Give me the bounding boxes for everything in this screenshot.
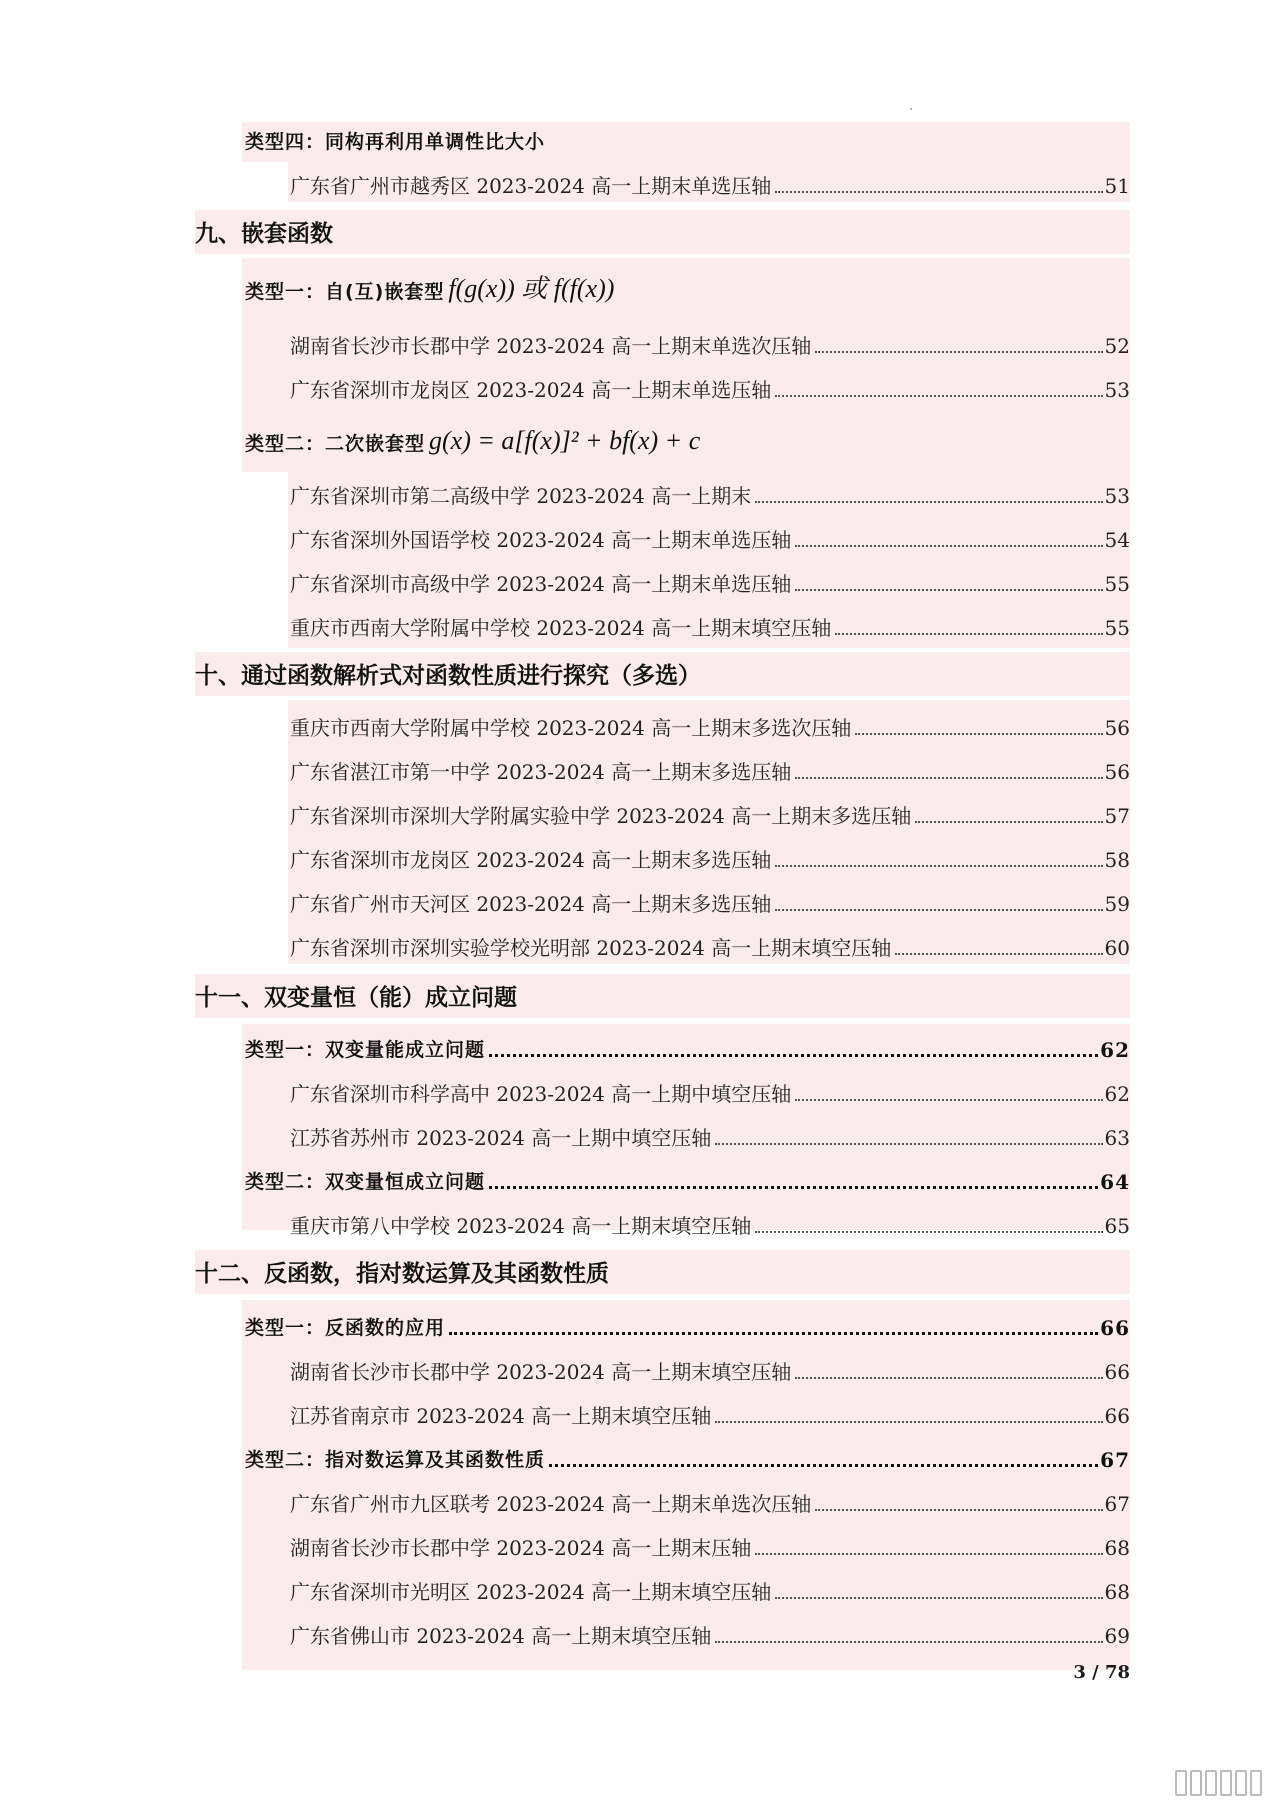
toc-entry[interactable] <box>290 1392 1130 1432</box>
leader-dots <box>775 395 1102 397</box>
toc-type-heading[interactable] <box>245 1026 1130 1066</box>
bar-glyph <box>1190 1770 1202 1796</box>
toc-entry-page: 60 <box>1104 936 1130 960</box>
toc-type-label: 类型二：双变量恒成立问题 <box>245 1171 486 1193</box>
toc-entry[interactable] <box>290 1480 1130 1520</box>
toc-type-heading[interactable] <box>245 414 1130 460</box>
leader-dots <box>715 1641 1102 1643</box>
toc-entry[interactable] <box>290 1070 1130 1110</box>
toc-entry-page: 55 <box>1104 572 1130 596</box>
toc-entry[interactable] <box>290 924 1130 964</box>
leader-dots <box>775 191 1102 193</box>
leader-dots <box>775 909 1102 911</box>
leader-dots <box>895 953 1102 955</box>
toc-entry-page: 63 <box>1104 1126 1130 1150</box>
toc-chapter-title: 十、通过函数解析式对函数性质进行探究（多选） <box>195 663 701 689</box>
bar-glyph <box>1235 1770 1247 1796</box>
toc-entry[interactable] <box>290 1348 1130 1388</box>
toc-entry-page: 57 <box>1104 804 1130 828</box>
toc-entry[interactable] <box>290 1568 1130 1608</box>
toc-entry-page: 66 <box>1104 1404 1130 1428</box>
leader-dots <box>775 865 1102 867</box>
leader-dots <box>835 633 1102 635</box>
scan-speck <box>910 108 912 110</box>
toc-chapter-title: 九、嵌套函数 <box>195 221 333 247</box>
toc-type-page: 62 <box>1100 1038 1130 1062</box>
leader-dots <box>795 777 1102 779</box>
toc-type-formula: g(x) = a[f(x)]² + bf(x) + c <box>429 426 701 455</box>
toc-entry[interactable] <box>290 1612 1130 1652</box>
toc-type-label: 类型一：自(互)嵌套型 <box>245 281 445 303</box>
toc-type-heading[interactable] <box>245 1158 1130 1198</box>
toc-chapter-title: 十一、双变量恒（能）成立问题 <box>195 985 517 1011</box>
toc-entry-title: 湖南省长沙市长郡中学 2023-2024 高一上期末填空压轴 <box>290 1360 792 1384</box>
toc-entry[interactable] <box>290 1202 1130 1242</box>
toc-entry-page: 56 <box>1104 716 1130 740</box>
toc-entry[interactable] <box>290 748 1130 788</box>
corner-mark-icon <box>1175 1770 1262 1796</box>
toc-entry-title: 广东省佛山市 2023-2024 高一上期末填空压轴 <box>290 1624 712 1648</box>
toc-type-heading[interactable] <box>245 1436 1130 1476</box>
toc-type-heading[interactable] <box>245 1304 1130 1344</box>
toc-entry[interactable] <box>290 836 1130 876</box>
toc-entry-page: 68 <box>1104 1580 1130 1604</box>
toc-entry[interactable] <box>290 704 1130 744</box>
toc-entry[interactable] <box>290 516 1130 556</box>
toc-chapter-heading[interactable] <box>195 976 1130 1016</box>
toc-entry-page: 54 <box>1104 528 1130 552</box>
toc-entry[interactable] <box>290 366 1130 406</box>
toc-type-page: 66 <box>1100 1316 1130 1340</box>
toc-entry-page: 69 <box>1104 1624 1130 1648</box>
toc-entry-page: 59 <box>1104 892 1130 916</box>
toc-entry-title: 广东省深圳市高级中学 2023-2024 高一上期末单选压轴 <box>290 572 792 596</box>
toc-entry-page: 53 <box>1104 378 1130 402</box>
toc-type-formula: f(g(x)) 或 f(f(x)) <box>448 274 615 303</box>
toc-entry-title: 重庆市西南大学附属中学校 2023-2024 高一上期末填空压轴 <box>290 616 832 640</box>
leader-dots <box>489 1186 1098 1189</box>
toc-entry-title: 湖南省长沙市长郡中学 2023-2024 高一上期末单选次压轴 <box>290 334 812 358</box>
toc-entry-title: 广东省深圳外国语学校 2023-2024 高一上期末单选压轴 <box>290 528 792 552</box>
toc-entry[interactable] <box>290 162 1130 202</box>
toc-entry-title: 广东省深圳市龙岗区 2023-2024 高一上期末单选压轴 <box>290 378 772 402</box>
toc-entry-title: 江苏省南京市 2023-2024 高一上期末填空压轴 <box>290 1404 712 1428</box>
toc-entry[interactable] <box>290 322 1130 362</box>
toc-chapter-title: 十二、反函数，指对数运算及其函数性质 <box>195 1261 609 1287</box>
toc-entry-page: 62 <box>1104 1082 1130 1106</box>
toc-entry-page: 68 <box>1104 1536 1130 1560</box>
leader-dots <box>915 821 1102 823</box>
toc-entry[interactable] <box>290 1114 1130 1154</box>
toc-entry[interactable] <box>290 560 1130 600</box>
bar-glyph <box>1250 1770 1262 1796</box>
bar-glyph <box>1205 1770 1217 1796</box>
toc-entry[interactable] <box>290 1524 1130 1564</box>
toc-entry-page: 52 <box>1104 334 1130 358</box>
toc-entry-title: 广东省广州市九区联考 2023-2024 高一上期末单选次压轴 <box>290 1492 812 1516</box>
toc-entry-page: 66 <box>1104 1360 1130 1384</box>
toc-entry-title: 广东省深圳市龙岗区 2023-2024 高一上期末多选压轴 <box>290 848 772 872</box>
toc-chapter-heading[interactable] <box>195 212 1130 252</box>
toc-type-page: 64 <box>1100 1170 1130 1194</box>
toc-entry-title: 湖南省长沙市长郡中学 2023-2024 高一上期末压轴 <box>290 1536 752 1560</box>
toc-type-label: 类型二：二次嵌套型 <box>245 433 426 455</box>
toc-type-label: 类型四：同构再利用单调性比大小 <box>245 131 546 153</box>
toc-entry-title: 广东省深圳市第二高级中学 2023-2024 高一上期末 <box>290 484 752 508</box>
toc-chapter-heading[interactable] <box>195 1252 1130 1292</box>
toc-entry-title: 广东省湛江市第一中学 2023-2024 高一上期末多选压轴 <box>290 760 792 784</box>
toc-entry-page: 56 <box>1104 760 1130 784</box>
leader-dots <box>755 1231 1102 1233</box>
toc-entry-page: 55 <box>1104 616 1130 640</box>
toc-entry-title: 广东省深圳市科学高中 2023-2024 高一上期中填空压轴 <box>290 1082 792 1106</box>
leader-dots <box>855 733 1102 735</box>
toc-type-label: 类型一：反函数的应用 <box>245 1317 446 1339</box>
leader-dots <box>449 1332 1098 1335</box>
toc-type-label: 类型二：指对数运算及其函数性质 <box>245 1449 546 1471</box>
leader-dots <box>715 1143 1102 1145</box>
toc-entry[interactable] <box>290 792 1130 832</box>
toc-entry-page: 58 <box>1104 848 1130 872</box>
toc-entry-title: 江苏省苏州市 2023-2024 高一上期中填空压轴 <box>290 1126 712 1150</box>
leader-dots <box>815 1509 1102 1511</box>
page-indicator: 3 / 78 <box>1073 1662 1130 1683</box>
leader-dots <box>795 1099 1102 1101</box>
leader-dots <box>715 1421 1102 1423</box>
toc-entry-page: 67 <box>1104 1492 1130 1516</box>
toc-entry-title: 广东省广州市越秀区 2023-2024 高一上期末单选压轴 <box>290 174 772 198</box>
leader-dots <box>755 501 1102 503</box>
leader-dots <box>489 1054 1098 1057</box>
bar-glyph <box>1220 1770 1232 1796</box>
toc-chapter-heading[interactable] <box>195 654 1130 694</box>
toc-entry-title: 重庆市西南大学附属中学校 2023-2024 高一上期末多选次压轴 <box>290 716 852 740</box>
bar-glyph <box>1175 1770 1187 1796</box>
toc-entry-title: 广东省深圳市深圳实验学校光明部 2023-2024 高一上期末填空压轴 <box>290 936 892 960</box>
toc-entry[interactable] <box>290 472 1130 512</box>
toc-type-label: 类型一：双变量能成立问题 <box>245 1039 486 1061</box>
toc-entry-title: 重庆市第八中学校 2023-2024 高一上期末填空压轴 <box>290 1214 752 1238</box>
toc-entry-title: 广东省广州市天河区 2023-2024 高一上期末多选压轴 <box>290 892 772 916</box>
leader-dots <box>755 1553 1102 1555</box>
leader-dots <box>815 351 1102 353</box>
toc-entry-title: 广东省深圳市深圳大学附属实验中学 2023-2024 高一上期末多选压轴 <box>290 804 912 828</box>
toc-entry[interactable] <box>290 880 1130 920</box>
leader-dots <box>795 545 1102 547</box>
leader-dots <box>775 1597 1102 1599</box>
toc-type-heading[interactable] <box>245 118 1130 158</box>
toc-type-page: 67 <box>1100 1448 1130 1472</box>
toc-entry-page: 65 <box>1104 1214 1130 1238</box>
toc-type-heading[interactable] <box>245 262 1130 308</box>
toc-entry[interactable] <box>290 604 1130 644</box>
leader-dots <box>795 589 1102 591</box>
toc-entry-title: 广东省深圳市光明区 2023-2024 高一上期末填空压轴 <box>290 1580 772 1604</box>
toc-entry-page: 53 <box>1104 484 1130 508</box>
leader-dots <box>549 1464 1098 1467</box>
leader-dots <box>795 1377 1102 1379</box>
toc-entry-page: 51 <box>1104 174 1130 198</box>
